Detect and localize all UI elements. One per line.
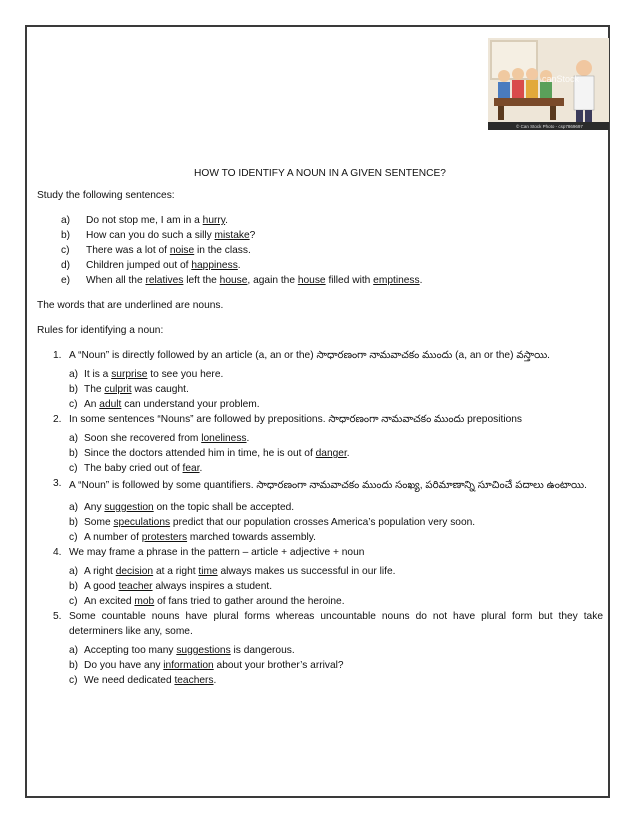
rule-text: In some sentences “Nouns” are followed by prepositions. సాధారణంగా నామవాచకం ముందు prepositions [69,414,523,425]
rules-heading: Rules for identifying a noun: [37,325,164,336]
noun-word: teacher [118,581,153,592]
noun-word: house [297,275,326,286]
noun-word: suggestions [176,645,231,656]
item-marker: b) [69,660,79,671]
rule-item [37,609,603,688]
item-marker: a) [69,433,79,444]
item-marker: a) [69,645,79,656]
noun-word: emptiness [373,275,420,286]
noun-word: suggestion [104,502,154,513]
rule-examples [69,500,603,545]
example-sentence: e) When all the relatives left the house, again the house filled with emptiness. [61,275,423,286]
rule-item [37,348,603,412]
noun-word: culprit [104,384,132,395]
example-list [61,213,603,288]
item-marker: b) [69,384,79,395]
classroom-illustration [488,38,609,130]
item-marker: a) [69,369,79,380]
item-marker: c) [69,463,78,474]
noun-word: loneliness [201,433,247,444]
example-sentence: d) Children jumped out of happiness. [61,260,241,271]
item-marker: c) [69,675,78,686]
svg-text:canStock: canStock [542,74,580,84]
rule-text: A “Noun” is directly followed by an article (a, an or the) సాధారణంగా నామవాచకం ముందు (a, an or the) వస్తాయి. [69,350,550,361]
noun-word: house [219,275,248,286]
noun-word: speculations [113,517,171,528]
page-title: HOW TO IDENTIFY A NOUN IN A GIVEN SENTENCE? [194,168,446,179]
noun-word: happiness [191,260,238,271]
example-sentence: a) Soon she recovered from loneliness. [69,433,250,444]
example-sentence: c) The baby cried out of fear. [69,463,203,474]
example-sentence: c) A number of protesters marched towards assembly. [69,532,316,543]
item-marker: b) [69,448,79,459]
intro-text: Study the following sentences: [37,190,175,201]
item-marker: c) [69,596,78,607]
example-sentence: a) A right decision at a right time always makes us successful in our life. [69,566,396,577]
example-sentence: c) An excited mob of fans tried to gather around the heroine. [69,596,345,607]
noun-word: relatives [145,275,184,286]
rule-examples [69,431,603,476]
noun-word: hurry [202,215,226,226]
noun-word: surprise [111,369,148,380]
item-marker: c) [69,532,78,543]
rule-text: Some countable nouns have plural forms whereas uncountable nouns do not have plural form but they take determiners like any, some. [69,611,603,637]
example-sentence: a) Any suggestion on the topic shall be accepted. [69,502,295,513]
underlined-note: The words that are underlined are nouns. [37,300,224,311]
noun-word: time [198,566,218,577]
noun-word: danger [315,448,347,459]
rule-text: We may frame a phrase in the pattern – article + adjective + noun [69,547,365,558]
svg-text:© Can Stock Photo - csp7869697: © Can Stock Photo - csp7869697 [516,124,583,129]
rule-number: 4. [53,547,62,558]
example-sentence: c) We need dedicated teachers. [69,675,217,686]
item-marker: d) [61,260,71,271]
noun-word: protesters [141,532,188,543]
example-sentence: b) Do you have any information about your brother’s arrival? [69,660,344,671]
item-marker: b) [69,581,79,592]
example-sentence: c) An adult can understand your problem. [69,399,260,410]
noun-word: noise [169,245,195,256]
example-sentence: b) Since the doctors attended him in time, he is out of danger. [69,448,350,459]
example-sentence: b) How can you do such a silly mistake? [61,230,256,241]
rule-item [37,545,603,609]
rules-list [37,348,603,688]
example-sentence: a) Accepting too many suggestions is dangerous. [69,645,295,656]
example-sentence: b) The culprit was caught. [69,384,189,395]
noun-word: information [163,660,214,671]
noun-word: teachers [174,675,214,686]
example-sentence: a) Do not stop me, I am in a hurry. [61,215,228,226]
document-body [37,166,603,688]
item-marker: a) [61,215,71,226]
item-marker: c) [69,399,78,410]
rule-number: 2. [53,414,62,425]
rule-item [37,412,603,476]
example-sentence: a) It is a surprise to see you here. [69,369,224,380]
rule-examples [69,564,603,609]
noun-word: mob [134,596,155,607]
noun-word: decision [115,566,154,577]
example-sentence: c) There was a lot of noise in the class. [61,245,251,256]
rule-item [37,476,603,545]
example-sentence: b) A good teacher always inspires a student. [69,581,273,592]
noun-word: mistake [214,230,250,241]
rule-number: 3. [53,478,62,489]
noun-word: adult [99,399,122,410]
item-marker: a) [69,566,79,577]
noun-word: fear [182,463,200,474]
rule-text: A “Noun” is followed by some quantifiers. సాధారణంగా నామవాచకం ముందు సంఖ్య, పరిమాణాన్ని సూచించే పదాలు ఉంటాయి. [69,480,587,491]
classroom-photo [488,38,609,130]
rule-examples [69,643,603,688]
example-sentence: b) Some speculations predict that our population crosses America’s population very soon. [69,517,476,528]
rule-examples [69,367,603,412]
item-marker: e) [61,275,71,286]
item-marker: b) [69,517,79,528]
rule-number: 5. [53,611,62,622]
item-marker: c) [61,245,70,256]
item-marker: b) [61,230,71,241]
item-marker: a) [69,502,79,513]
rule-number: 1. [53,350,62,361]
